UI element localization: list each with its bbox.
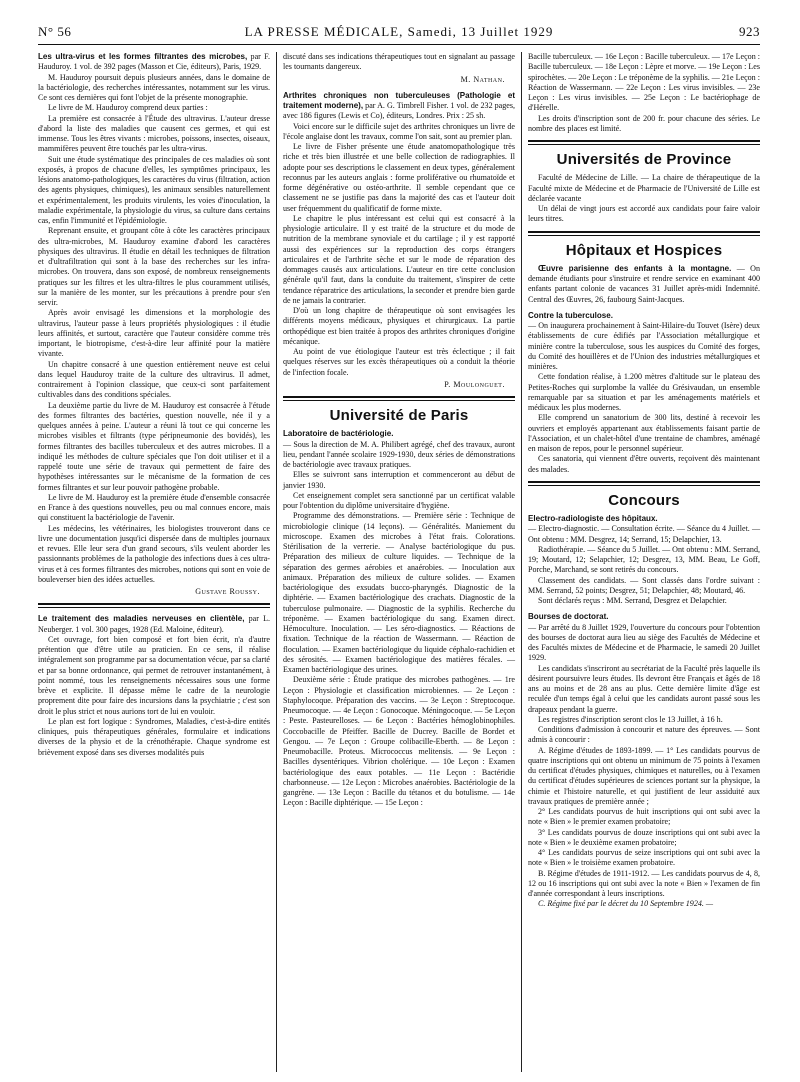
paragraph: Cette fondation réalise, à 1.200 mètres d'altitude sur le plateau des Petites-Roches qui surplombe la vallée du Grésivaudan, un ensemble remarquable par sa situation et par les aménagements matériels et médicaux les plus modernes. xyxy=(528,372,760,412)
news-body xyxy=(528,524,760,606)
news-continuation: Bacille tuberculeux. — 16e Leçon : Bacille tuberculeux. — 17e Leçon : Bacille tuberculeux. — 18e Leçon : Lèpre et morve. — 19e Leçon : Les spirochètes. — 20e Leçon : Le tréponème de la syphilis. — 21e Leçon : Réaction de Wassermann. — 22e Leçon : Les virus invisibles. — 23e Leçon : Les virus invisibles. — 25e Leçon : Le bactériophage de d'Hérelle. xyxy=(528,52,760,113)
paragraph: Sont déclarés reçus : MM. Serrand, Desgrez et Delapchier. xyxy=(538,596,727,605)
paragraph: — Electro-diagnostic. — Consultation écrite. — Séance du 4 Juillet. — Ont obtenu : MM. Desgrez, 14; Serrand, 15; Delapchier, 13. xyxy=(528,524,760,544)
news-paragraph: Les droits d'inscription sont de 200 fr. pour chacune des séries. Le nombre des places est limité. xyxy=(528,113,760,133)
paragraph: — Par arrêté du 8 Juillet 1929, l'ouverture du concours pour l'obtention des bourses de doctorat aura lieu au siège des Facultés de Médecine et des Facultés mixtes de Médecine et de Pharmacie, le samedi 20 Juillet 1929. xyxy=(528,622,760,663)
paragraph: D'où un long chapitre de thérapeutique où sont envisagées les différents moyens médicaux, physiques et chirurgicaux. La partie orthopédique est bien traitée à propos des arthrites chroniques d'origine mécanique. xyxy=(283,306,515,346)
paragraph: 3° Les candidats pourvus de douze inscriptions qui ont subi avec la note « Bien » le deuxième examen probatoire; xyxy=(528,827,760,847)
review-reference: par L. Neuberger. 1 vol. 300 pages, 1928 (Ed. Maloine, éditeur). xyxy=(38,614,270,634)
news-paragraph: Faculté de Médecine de Lille. — La chaire de thérapeutique de la Faculté mixte de Médecine et de Pharmacie de l'Université de Lille est déclarée vacante xyxy=(528,173,760,203)
news-text: — On demande étudiants pour s'instruire et rendre service en examinant 400 enfants partant colonie de vacances 31 Juillet après-midi Indemnité. Central des Œuvres, 26, faubourg Saint-Jacques. xyxy=(528,263,760,304)
paragraph: Le livre de Fisher présente une étude anatomopathologique très riche et très bien illustrée et une belle collection de radiographies. Il adopte pour ses descriptions le classement en deux types, généralement reconnus par les auteurs anglais : forme proliférative ou rhumatoïde et forme dégénérative ou ostéo-arthrite. Il semble cependant que ce classement ne se justifie pas dans la majorité des cas et l'auteur doit user fréquemment du qualificatif de forme mixte. xyxy=(283,142,515,213)
paragraph: A. Régime d'études de 1893-1899. — 1° Les candidats pourvus de quatre inscriptions qui ont obtenu un minimum de 75 points à l'examen du certificat d'études physiques, chimiques et naturelles, ou à l'examen du certificat d'études supérieures de sciences portant sur la physique, la chimie et l'histoire naturelle, et qui justifient de leur assiduité aux travaux pratiques de première année ; xyxy=(528,745,760,806)
paragraph: Elles se suivront sans interruption et commenceront au début de janvier 1930. xyxy=(283,470,515,490)
section-divider xyxy=(528,231,760,236)
review-reference: par F. Hauduroy. 1 vol. de 392 pages (Masson et Cie, éditeurs), Paris, 1929. xyxy=(38,52,271,72)
paragraph: Le livre de M. Hauduroy est la première étude d'ensemble consacrée en France à des questions nouvelles, peu ou mal connues encore, mais qui constituent la bactériologie de l'avenir. xyxy=(38,492,270,523)
column-middle xyxy=(283,52,515,809)
paragraph: Suit une étude systématique des principales de ces maladies où sont exposés, à propos de chacune d'elles, les symptômes principaux, les lésions anatomo-pathologiques, les caractères du virus (filtration, action des agents physiques, chimiques), les animaux sensibles naturellement et expérimentalement, les produits virulents, les voies d'inoculation, la maladie expérimentale, la physiologie du virus, sa culture dans certains cas, enfin l'immunité et l'épidémiologie. xyxy=(38,154,270,225)
news-body xyxy=(283,440,515,809)
paragraph: Conditions d'admission à concourir et nature des épreuves. — Sont admis à concourir : xyxy=(528,725,760,745)
page-header xyxy=(38,24,760,45)
paragraph: Ces sanatoria, qui viennent d'être ouverts, reçoivent dès maintenant des malades. xyxy=(528,454,760,474)
paragraph: Classement des candidats. — Sont classés dans l'ordre suivant : MM. Serrand, 52 points; Desgrez, 51; Delapchier, 48; Moutard, 46. xyxy=(528,575,760,595)
review-heading xyxy=(283,91,515,122)
paragraph: Le livre de M. Hauduroy comprend deux parties : xyxy=(48,103,208,113)
news-title: Contre la tuberculose. xyxy=(528,310,613,320)
review-signature: Gustave Roussy. xyxy=(195,587,260,596)
paragraph: Voici encore sur le difficile sujet des arthrites chroniques un livre de l'école anglaise dont les travaux, comme l'on sait, sont au premier plan. xyxy=(283,121,515,141)
paragraph: Elle comprend un sanatorium de 300 lits, destiné à recevoir les ouvriers et employés appartenant aux établissements faisant partie de l'Association, et un chalet-hôtel d'une trentaine de chambres, aménagé en maison de repos, pour le personnel supérieur. xyxy=(528,413,760,453)
review-heading xyxy=(38,614,270,635)
review-title: Arthrites chroniques non tuberculeuses (Pathologie et traitement moderne), xyxy=(283,90,515,110)
issue-number: N° 56 xyxy=(38,24,72,39)
review-heading xyxy=(38,52,270,73)
paragraph: 4° Les candidats pourvus de seize inscriptions qui ont subi avec la note « Bien » le troisième examen probatoire. xyxy=(528,848,760,868)
review-title: Les ultra-virus et les formes filtrantes des microbes, xyxy=(38,52,248,61)
column-right xyxy=(528,52,760,910)
paragraph: — On inaugurera prochainement à Saint-Hilaire-du Touvet (Isère) deux établissements de cure édifiés par l'Association métallurgique et minière contre la tuberculose, sous les auspices du Comité des forges, du Comité des houillères et de l'Union des industries métallurgiques et minières. xyxy=(528,321,760,371)
paragraph: Un chapitre consacré à une question entièrement neuve est celui dans lequel Hauduroy traite de la culture des ultravirus. Il admet, contrairement à l'opinion classique, que ceux-ci sont parfaitement cultivables dans des conditions spéciales. xyxy=(38,359,270,400)
paragraph: 2° Les candidats pourvus de huit inscriptions qui ont subi avec la note « Bien » le premier examen probatoire; xyxy=(528,807,760,827)
paragraph: Deuxième série : Étude pratique des microbes pathogènes. — 1re Leçon : Physiologie et classification microbiennes. — 2e Leçon : Staphylocoque. Préparation des vaccins. — 3e Leçon : Streptocoque. Pneumocoque. — 4e Leçon : Gonocoque. Méningocoque. — 5e Leçon : Peste. Pasteurelloses. — 6e Leçon : Bactéries hémoglobinophiles. Coccobacille de Pfeiffer. Bacille de Ducrey. Bacille de Bordet et Gengou. — 7e Leçon : Groupe colibacille-Eberth. — 8e Leçon : Pneumobacille. Proteus. Micrococcus melitensis. — 9e Leçon : Bacilles dysentériques. Vibrion cholérique. — 10e Leçon : Examen bactériologique des eaux potables. — 11e Leçon : Bactéridie charbonneuse. — 12e Leçon : Microbes anaérobies. Bactériologie de la gangrène. — 13e Leçon : Bacille du tétanos et du botulisme. — 14e Leçon : Bacille diphtérique. — 15e Leçon : xyxy=(283,675,515,808)
section-heading-concours: Concours xyxy=(608,491,680,509)
paragraph: Radiothérapie. — Séance du 5 Juillet. — Ont obtenu : MM. Serrand, 19; Moutard, 12; Selapchier, 12; Desgrez, 13, MM. Beau, Le Goff, Porche, Marchand, se sont retirés du concours. xyxy=(528,544,760,575)
paragraph: Au point de vue étiologique l'auteur est très éclectique ; il fait quelques réserves sur les excès thérapeutiques où a conduit la théorie de l'infection focale. xyxy=(283,347,515,377)
page-number: 923 xyxy=(739,24,760,39)
paragraph: Cet enseignement complet sera sanctionné par un certificat valable pour l'obtention du diplôme universitaire d'hygiène. xyxy=(283,490,515,510)
section-divider xyxy=(528,140,760,145)
paragraph: Cet ouvrage, fort bien composé et fort bien écrit, n'a d'autre prétention que d'être utile au praticien. En ce sens, il réalise intégralement son programme par sa documentation vécue, par sa clarté et par sa bonne ordonnance, qui permet de retrouver instantanément, à point nommé, tous les renseignements nécessaires sous une forme brève et explicite. Il dépasse même le cadre de la neurologie proprement dite pour faire des incursions dans la psychiatrie ; c'est son droit le plus strict et nous aurions tort de lui en vouloir. xyxy=(38,634,270,716)
section-heading-paris: Université de Paris xyxy=(329,407,469,424)
review-reference: par A. G. Timbrell Fisher. 1 vol. de 232 pages, avec 186 figures (Lewis et Co), éditeurs, Londres. Prix : 25 sh. xyxy=(283,101,515,121)
paragraph: B. Régime d'études de 1911-1912. — Les candidats pourvus de 4, 8, 12 ou 16 inscriptions qui ont subi avec la note « Bien » l'examen de fin d'année correspondant à leurs inscriptions. xyxy=(528,868,760,898)
paragraph: Le chapitre le plus intéressant est celui qui est consacré à la physiologie articulaire. Il y est traité de la structure et du mode de nutrition de la membrane synoviale et du cartilage ; il y est rapporté aussi des expériences sur la reproduction des corps étrangers articulaires et de l'arthrite sèche et sur le mode de réparation des dommages causés aux articulations. L'auteur en tire cette conclusion générale qu'il faut, dans la conduite du traitement, s'inspirer de cette tendance réparatrice des articulations, la seconder et prendre bien garde de ne jamais la contrarier. xyxy=(283,213,515,305)
column-left xyxy=(38,52,270,758)
review-body xyxy=(38,635,270,758)
paragraph: Les registres d'inscription seront clos le 13 Juillet, à 16 h. xyxy=(538,714,723,724)
review-body xyxy=(283,122,515,378)
news-item xyxy=(528,311,760,321)
paragraph: Le plan est fort logique : Syndromes, Maladies, c'est-à-dire entités cliniques, puis thérapeutiques générales, formulaire et indications diverses de la physio et de la crénothérapie. Chaque syndrome est brièvement exposé dans ses diverses modalités puis xyxy=(38,716,270,757)
review-title: Le traitement des maladies nerveuses en clientèle, xyxy=(38,614,245,624)
news-body xyxy=(528,321,760,475)
review-body xyxy=(38,73,270,586)
paragraph: Les médecins, les vétérinaires, les biologistes trouveront dans ce livre une documentation jusqu'ici dispersée dans de multiples journaux et revues. Elle leur sera d'un grand secours, s'ils veulent aborder les passionnants problèmes de la pathologie des infections dues à ces ultra-virus et à ces formes filtrantes des microbes, notions qui sont en voie de bouleverser bien des idées actuelles. xyxy=(38,523,270,584)
paragraph: M. Hauduroy poursuit depuis plusieurs années, dans le domaine de la bactériologie, des recherches intéressantes, notamment sur les virus. Ce sont ces dernières qui font l'objet de la présente monographie. xyxy=(38,72,270,102)
section-divider xyxy=(528,481,760,486)
review-signature: P. Moulonguet. xyxy=(444,379,505,389)
section-heading-hospitals: Hôpitaux et Hospices xyxy=(565,241,723,259)
paragraph: La deuxième partie du livre de M. Hauduroy est consacrée à l'étude des formes filtrantes des bactéries, question nouvelle, née il y a quelques années à peine. L'auteur a réuni là tout ce qui concerne les microbes visibles et filtrants (type péripneumonie des bovidés), les formes filtrantes des bacilles tuberculeux et des autres microbes. Il a indiqué les méthodes de culture spéciales que l'on doit utiliser et il a rappelé toute une série de travaux qui permettent de faire des hypothèses intéressantes sur le mécanisme de la formation de ces formes filtrantes et sur leur pouvoir pathogène probable. xyxy=(38,400,270,492)
news-item xyxy=(528,514,760,524)
review-signature: M. Nathan. xyxy=(460,74,505,84)
news-title: Bourses de doctorat. xyxy=(528,612,609,622)
paragraph: Les candidats s'inscriront au secrétariat de la Faculté près laquelle ils désirent poursuivre leurs études. Ils devront être Français et âgés de 18 ans au moins et de 28 ans au plus. Cette dernière limite d'âge est reculée d'un temps égal à celui que les candidats auront passé sous les drapeaux pendant la guerre. xyxy=(528,663,760,714)
news-item xyxy=(283,429,515,439)
column-rule xyxy=(276,52,277,1072)
news-item xyxy=(528,612,760,622)
paragraph: Reprenant ensuite, et groupant côte à côte les caractères principaux des ultra-microbes, M. Hauduroy examine d'abord les caractères physiques des ultravirus. Il étudie en détail les techniques de filtration et d'ultrafiltration qui sont à la base des recherches sur les infra-microbes. On trouvera, dans son exposé, de nombreux renseignements pratiques sur les filtres et les ultra-filtres le plus couramment utilisés, sur la manière de les monter, sur les précautions à prendre pour s'en servir. xyxy=(38,226,270,307)
paragraph: Programme des démonstrations. — Première série : Technique de microbiologie clinique (14 leçons). — Généralités. Maniement du microscope. Examen des microbes à l'état frais. Colorations. Stérilisation de la verrerie. — Analyse bactériologique du pus. Préparation des milieux de culture liquides. — Technique de la séparation des germes aérobies et anaérobies. — Inoculation aux animaux. Préparation des milieux de culture solides. — Examen bactériologique des exsudats bucco-pharyngés. Diagnostic de la diphtérie. — Examen bactériologique des crachats. Diagnostic de la tuberculose pulmonaire. — Diagnostic de la syphilis. Recherche du tréponème. — Examen bactériologique du sang. Examen direct. Hémoculture. Inoculation. — Les séro-diagnostics. — Réactions de fixation. Technique de la réaction de Wassermann. — Réaction de floculation. — Examen bactériologique du liquide céphalo-rachidien et des sérosités. — Examen bactériologique des matières fécales. — Examen bactériologique des urines. xyxy=(283,511,515,674)
section-divider xyxy=(283,396,515,401)
paragraph: — Sous la direction de M. A. Philibert agrégé, chef des travaux, auront lieu, pendant l'année scolaire 1929-1930, deux séries de démonstrations de bactériologie avec travaux pratiques. xyxy=(283,439,515,469)
review-continuation: discuté dans ses indications thérapeutiques tout en signalant au passage les tournants dangereux. xyxy=(283,52,515,72)
journal-title: LA PRESSE MÉDICALE, Samedi, 13 Juillet 1929 xyxy=(244,24,554,39)
news-body xyxy=(528,623,760,900)
news-title: Œuvre parisienne des enfants à la montagne. xyxy=(538,263,732,273)
news-paragraph: C. Régime fixé par le décret du 10 Septembre 1924. — xyxy=(538,899,714,909)
section-heading-province: Universités de Province xyxy=(556,151,732,168)
paragraph: Après avoir envisagé les dimensions et la morphologie des ultravirus, l'auteur passe à leurs propriétés physiologiques : il étudie leurs affinités, et surtout, caractère que l'auteur considère comme très important, le biotropisme, c'est-à-dire leur affinité pour la matière vivante. xyxy=(38,308,270,359)
column-rule xyxy=(521,52,522,1072)
news-title: Laboratoire de bactériologie. xyxy=(283,429,394,439)
paragraph: La première est consacrée à l'Étude des ultravirus. L'auteur dresse d'abord la liste des maladies que causent ces germes, et qui est immense. Tous les êtres vivants : microbes, poissons, insectes, oiseaux, mammifères peuvent être touchés par les ultra-virus. xyxy=(38,113,270,154)
news-paragraph: Un délai de vingt jours est accordé aux candidats pour faire valoir leurs titres. xyxy=(528,204,760,224)
news-title: Electro-radiologiste des hôpitaux. xyxy=(528,514,658,523)
news-item xyxy=(528,264,760,305)
